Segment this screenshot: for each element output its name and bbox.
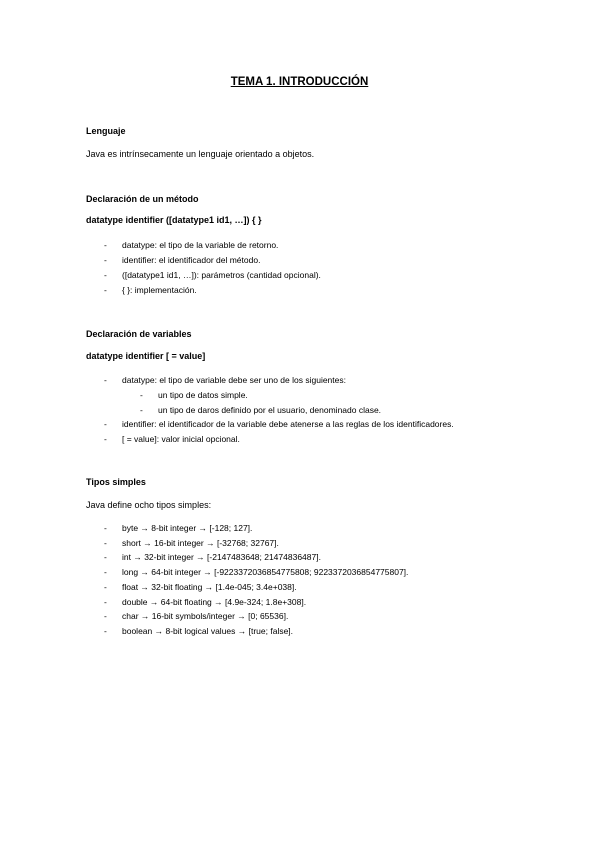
variables-item: identifier: el identificador de la variable debe atenerse a las reglas de los identificadores. bbox=[122, 419, 454, 429]
metodo-item: ([datatype1 id1, …]): parámetros (cantidad opcional). bbox=[122, 270, 321, 280]
bullet-dash: - bbox=[104, 255, 107, 265]
page-title: TEMA 1. INTRODUCCIÓN bbox=[230, 76, 369, 88]
tipos-item: double → 64-bit floating → [4.9e-324; 1.8e+308]. bbox=[122, 597, 307, 607]
variables-item: [ = value]: valor inicial opcional. bbox=[122, 434, 240, 444]
bullet-dash: - bbox=[104, 419, 107, 429]
bullet-dash: - bbox=[104, 285, 107, 295]
bullet-dash: - bbox=[104, 626, 107, 636]
syntax-metodo-prefix: datatype identifier ([datatype1 bbox=[86, 215, 215, 225]
bullet-dash: - bbox=[104, 582, 107, 592]
bullet-dash: - bbox=[104, 552, 107, 562]
bullet-dash: - bbox=[140, 405, 143, 415]
bullet-dash: - bbox=[104, 538, 107, 548]
bullet-dash: - bbox=[104, 611, 107, 621]
metodo-item: identifier: el identificador del método. bbox=[122, 255, 261, 265]
metodo-item: datatype: el tipo de la variable de retorno. bbox=[122, 240, 279, 250]
tipos-item: int → 32-bit integer → [-2147483648; 21474836487]. bbox=[122, 552, 321, 562]
tipos-item: byte → 8-bit integer → [-128; 127]. bbox=[122, 523, 253, 533]
syntax-variables: datatype identifier [ = value] bbox=[86, 351, 206, 361]
heading-variables: Declaración de variables bbox=[86, 329, 192, 339]
paragraph-tipos: Java define ocho tipos simples: bbox=[86, 500, 212, 510]
syntax-metodo-suffix: , …]) { } bbox=[229, 215, 262, 225]
bullet-dash: - bbox=[104, 523, 107, 533]
heading-lenguaje: Lenguaje bbox=[86, 126, 126, 136]
bullet-dash: - bbox=[104, 434, 107, 444]
bullet-dash: - bbox=[104, 240, 107, 250]
syntax-metodo-id1: id1 bbox=[214, 215, 230, 225]
bullet-dash: - bbox=[104, 597, 107, 607]
tipos-item: short → 16-bit integer → [-32768; 32767]. bbox=[122, 538, 279, 548]
variables-item: datatype: el tipo de variable debe ser uno de los siguientes: bbox=[122, 375, 346, 385]
syntax-metodo bbox=[86, 215, 262, 225]
bullet-dash: - bbox=[104, 567, 107, 577]
tipos-item: char → 16-bit symbols/integer → [0; 65536]. bbox=[122, 611, 289, 621]
tipos-item: boolean → 8-bit logical values → [true; false]. bbox=[122, 626, 294, 636]
bullet-dash: - bbox=[104, 270, 107, 280]
tipos-item: float → 32-bit floating → [1.4e-045; 3.4e+038]. bbox=[122, 582, 297, 592]
bullet-dash: - bbox=[104, 375, 107, 385]
variables-subitem: un tipo de daros definido por el usuario, denominado clase. bbox=[158, 405, 382, 415]
tipos-item: long → 64-bit integer → [-9223372036854775808; 9223372036854775807]. bbox=[122, 567, 409, 577]
bullet-dash: - bbox=[140, 390, 143, 400]
variables-subitem: un tipo de datos simple. bbox=[158, 390, 248, 400]
heading-tipos: Tipos simples bbox=[86, 477, 146, 487]
metodo-item: { }: implementación. bbox=[122, 285, 197, 295]
heading-metodo: Declaración de un método bbox=[86, 194, 199, 204]
paragraph-lenguaje: Java es intrínsecamente un lenguaje orientado a objetos. bbox=[86, 149, 315, 159]
